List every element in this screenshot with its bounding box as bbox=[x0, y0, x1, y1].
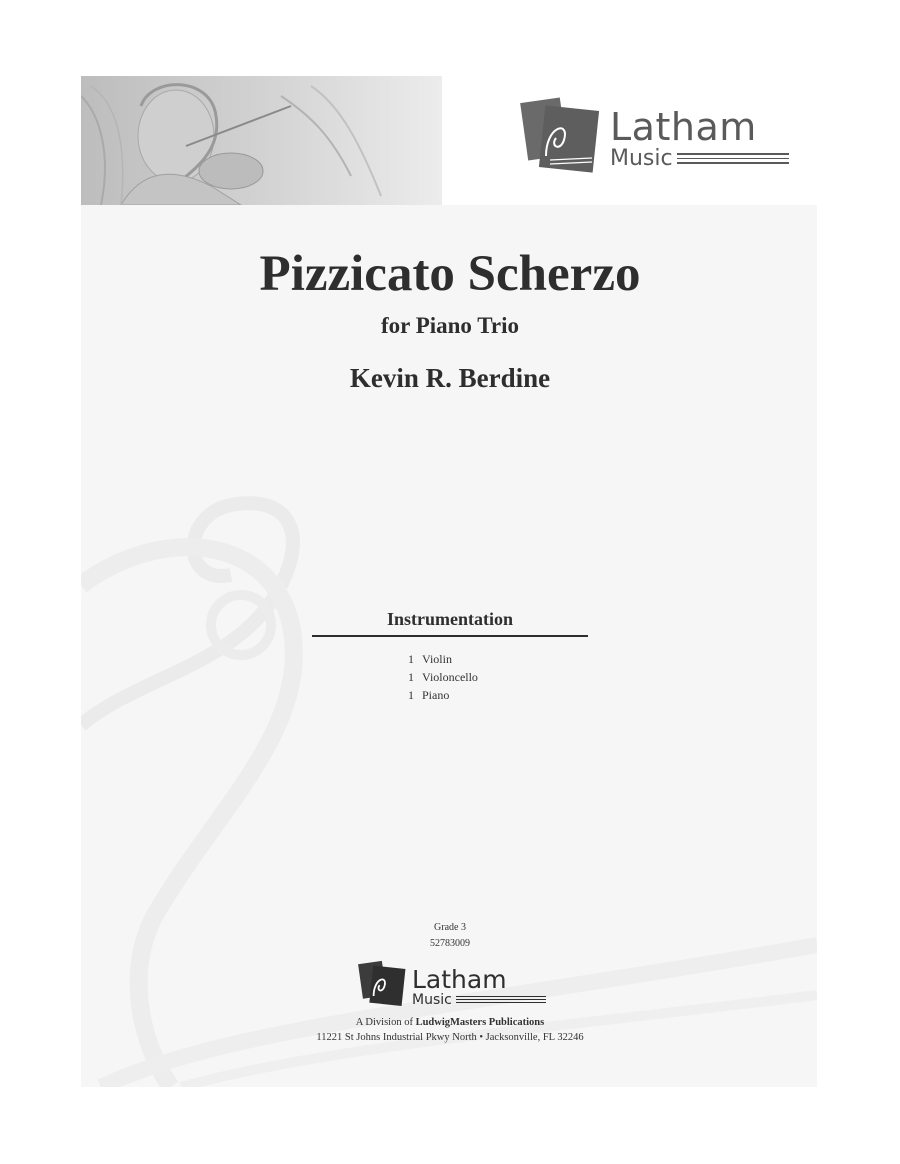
logo-sub-text: Music bbox=[610, 145, 673, 171]
publisher-division bbox=[0, 1016, 900, 1030]
instrument-item bbox=[408, 668, 478, 686]
instrumentation-divider bbox=[312, 635, 588, 637]
instrumentation-list bbox=[408, 650, 478, 704]
division-prefix: A Division of bbox=[355, 1017, 416, 1028]
work-subtitle: for Piano Trio bbox=[381, 313, 519, 338]
instrument-qty: 1 bbox=[408, 652, 414, 666]
cover-illustration bbox=[81, 76, 442, 205]
instrument-name: Violoncello bbox=[422, 670, 478, 684]
publisher-logo-bottom bbox=[358, 960, 546, 1013]
latham-logo-mark-icon bbox=[520, 96, 600, 181]
catalog-number: 52783009 bbox=[430, 938, 470, 949]
publisher-logo-top bbox=[520, 96, 789, 181]
instrument-qty: 1 bbox=[408, 688, 414, 702]
logo-staff-lines bbox=[456, 995, 546, 1004]
latham-logo-mark-icon bbox=[358, 960, 406, 1013]
work-title: Pizzicato Scherzo bbox=[259, 246, 641, 302]
instrument-name: Violin bbox=[422, 652, 452, 666]
logo-brand-text: Latham bbox=[610, 104, 757, 149]
composer-name: Kevin R. Berdine bbox=[349, 363, 551, 393]
instrumentation-heading: Instrumentation bbox=[386, 609, 513, 629]
logo-sub-text: Music bbox=[412, 991, 452, 1008]
instrument-item bbox=[408, 650, 478, 668]
publisher-address: 11221 St Johns Industrial Pkwy North • Jacksonville, FL 32246 bbox=[316, 1032, 584, 1043]
instrument-name: Piano bbox=[422, 688, 450, 702]
logo-brand-text: Latham bbox=[412, 964, 507, 994]
division-name: LudwigMasters Publications bbox=[415, 1017, 545, 1028]
grade-label: Grade 3 bbox=[434, 922, 466, 933]
instrument-qty: 1 bbox=[408, 670, 414, 684]
logo-staff-lines bbox=[677, 152, 789, 166]
instrument-item bbox=[408, 686, 478, 704]
